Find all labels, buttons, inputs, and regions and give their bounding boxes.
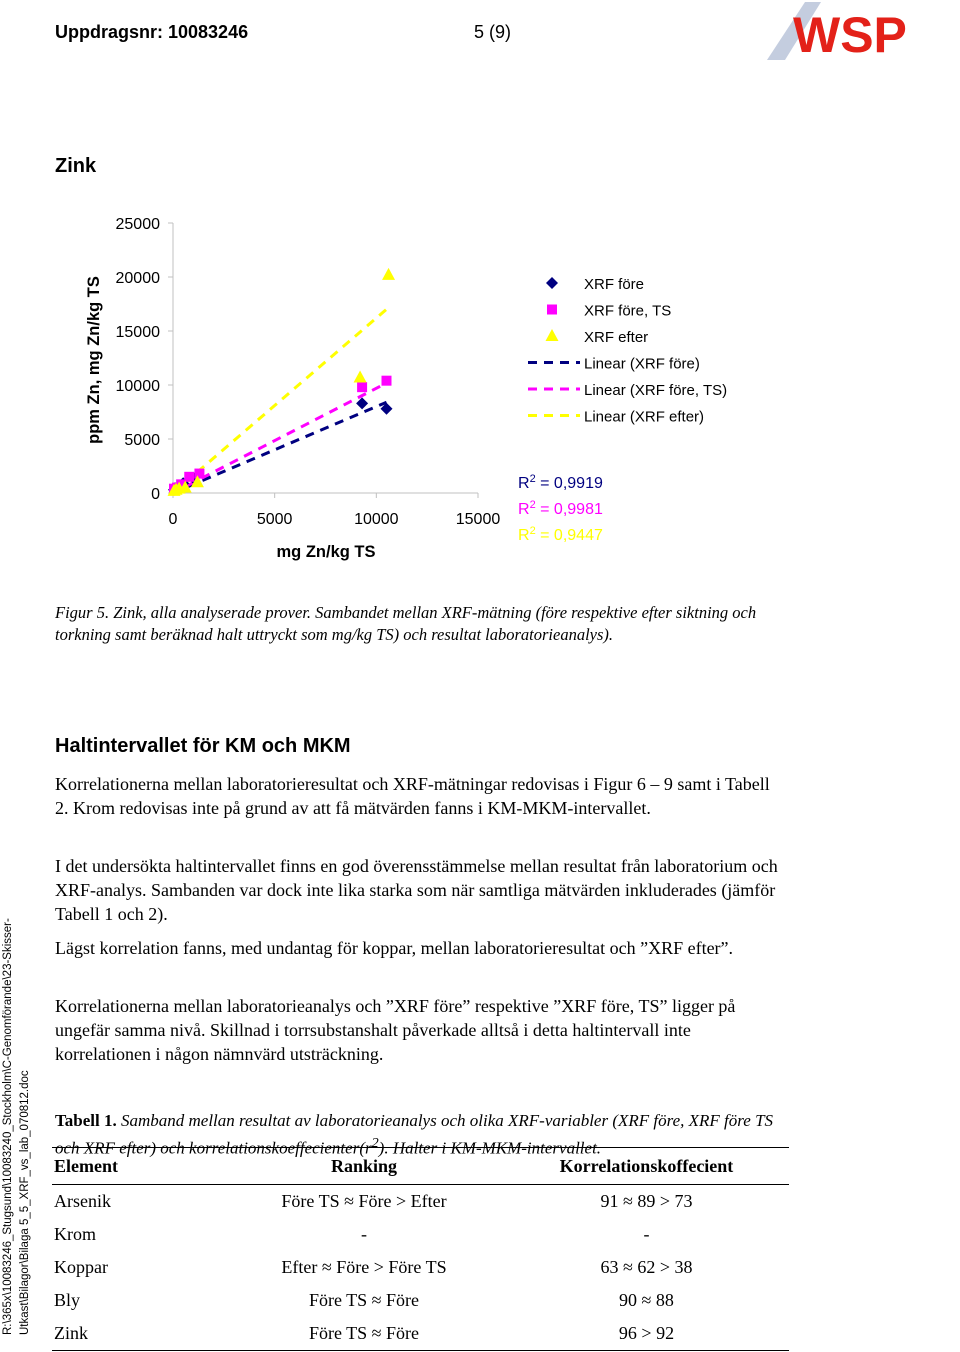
- r2-label: $R^2 = 0,9981$: [518, 499, 603, 518]
- data-point: [184, 472, 194, 482]
- paragraph-1: Korrelationerna mellan laboratorieresultat och XRF-mätningar redovisas i Figur 6 – 9 samt i Tabell 2. Krom redovisas inte på grund av att få mätvärden fanns i KM-MKM-intervallet.: [55, 774, 770, 818]
- y-tick-label: 5000: [124, 432, 160, 449]
- trendline: [173, 402, 387, 493]
- table-cell: Koppar: [54, 1257, 108, 1277]
- y-axis-label: ppm Zn, mg Zn/kg TS: [85, 276, 103, 444]
- data-point: [357, 382, 367, 392]
- legend-label: Linear (XRF före): [584, 355, 700, 373]
- table-caption-text-b: ). Halter i KM-MKM-intervallet.: [378, 1138, 602, 1158]
- data-point: [382, 268, 395, 280]
- table-header-row: [52, 1148, 789, 1185]
- table-caption-text-a: Samband mellan resultat av laboratorieanalys och olika XRF-variabler (XRF före, XRF före TS och XRF efter) och korrelationskoeffecienter(r: [55, 1111, 774, 1158]
- page-number: 5 (9): [474, 22, 512, 42]
- chart-axes: [85, 216, 500, 561]
- y-tick-label: 15000: [115, 324, 160, 341]
- table-row: [52, 1284, 789, 1317]
- assignment-number: Uppdragsnr: 10083246: [55, 22, 249, 42]
- legend-label: XRF före, TS: [584, 302, 672, 320]
- table-header-cell: Korrelationskoffecient: [504, 1148, 789, 1185]
- legend-marker: [546, 329, 559, 341]
- chart-legend: [518, 276, 727, 544]
- data-point: [194, 469, 204, 479]
- table-cell: Före TS ≈ Före > Efter: [281, 1191, 447, 1211]
- figure-caption-text: Zink, alla analyserade prover. Sambandet mellan XRF-mätning (före respektive efter siktning och torkning samt beräknad halt uttryckt som mg/kg TS) och resultat laboratorieanalys).: [55, 603, 757, 644]
- table-row: [52, 1218, 789, 1251]
- y-tick-label: 0: [151, 486, 160, 503]
- section-title: Zink: [55, 155, 97, 177]
- section-heading: Haltintervallet för KM och MKM: [55, 735, 351, 757]
- table-cell: Före TS ≈ Före: [224, 1317, 504, 1351]
- y-tick-label: 25000: [115, 216, 160, 233]
- table-cell: 96 > 92: [504, 1317, 789, 1351]
- paragraph-3: Lägst korrelation fanns, med undantag för koppar, mellan laboratorieresultat och ”XRF efter”.: [55, 938, 734, 958]
- x-tick-label: 10000: [354, 511, 399, 528]
- table-header-cell: Element: [52, 1148, 224, 1185]
- r2-label: $R^2 = 0,9447$: [518, 525, 603, 544]
- table-cell: Zink: [52, 1317, 224, 1351]
- data-point: [356, 397, 368, 409]
- table-cell: Krom: [54, 1224, 96, 1244]
- table-cell: -: [361, 1224, 367, 1244]
- logo-text: WSP: [793, 7, 907, 63]
- table-header-cell: Ranking: [224, 1148, 504, 1185]
- data-point: [354, 370, 367, 382]
- legend-label: Linear (XRF efter): [584, 408, 705, 426]
- legend-label: XRF efter: [584, 329, 649, 346]
- x-axis-label: mg Zn/kg TS: [276, 543, 376, 561]
- r2-label: $R^2 = 0,9919$: [518, 473, 603, 492]
- table-cell: 90 ≈ 88: [619, 1290, 674, 1310]
- trendline: [173, 383, 387, 493]
- correlation-table: [52, 1147, 789, 1351]
- table-cell: Bly: [54, 1290, 81, 1310]
- table-row: [52, 1185, 789, 1219]
- legend-marker: [547, 305, 557, 315]
- table-cell: Före TS ≈ Före: [308, 1290, 420, 1310]
- x-tick-label: 5000: [256, 511, 293, 528]
- zinc-scatter-chart: [0, 200, 960, 580]
- table-row: [52, 1317, 789, 1351]
- file-path-margin: R:\365x\10083246_Stugsund\10083240_Stockholm\C-Genomförande\23-Skisser-Utkast\Bilagor\Bilaga 5_5_XRF_vs_lab_070812.doc: [2, 918, 31, 1335]
- table-cell: 63 ≈ 62 > 38: [600, 1257, 693, 1277]
- chart-plot: [168, 268, 396, 496]
- x-tick-label: 0: [168, 511, 178, 528]
- y-tick-label: 20000: [115, 270, 160, 287]
- table-caption-sup: 2: [371, 1135, 379, 1151]
- figure-caption: [55, 602, 795, 646]
- legend-label: XRF före: [584, 276, 645, 293]
- wsp-logo: [765, 0, 960, 64]
- figure-caption-lead: Figur 5.: [55, 603, 114, 622]
- x-tick-label: 15000: [455, 511, 501, 528]
- trendline: [173, 309, 387, 493]
- table-cell: Efter ≈ Före > Före TS: [281, 1257, 447, 1277]
- legend-label: Linear (XRF före, TS): [584, 382, 728, 399]
- table-caption-lead: Tabell 1.: [55, 1111, 121, 1130]
- data-point: [382, 376, 392, 386]
- legend-marker: [546, 277, 558, 289]
- paragraph-4: Korrelationerna mellan laboratorieanalys och ”XRF före” respektive ”XRF före, TS” ligger på ungefär samma nivå. Skillnad i torrsubstanshalt påverkade alltså i detta haltintervall inte korrelationen i någon nämnvärd utsträckning.: [55, 996, 736, 1064]
- table-cell: Arsenik: [54, 1191, 111, 1211]
- paragraph-2: I det undersökta haltintervallet finns en god överensstämmelse mellan resultat från laboratorium och XRF-analys. Sambanden var dock inte lika starka som när samtliga mätvärden inkluderades (jämför Tabell 1 och 2).: [55, 856, 778, 924]
- table-cell: 91 ≈ 89 > 73: [600, 1191, 693, 1211]
- table-row: [52, 1251, 789, 1284]
- y-tick-label: 10000: [115, 378, 160, 395]
- table-cell: -: [643, 1224, 650, 1244]
